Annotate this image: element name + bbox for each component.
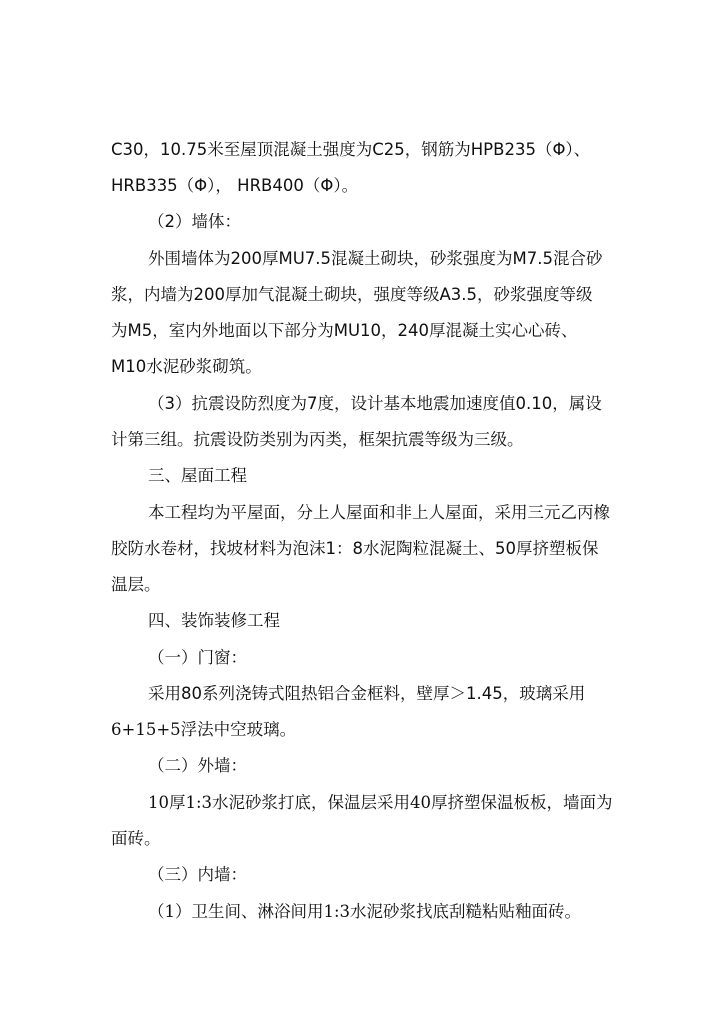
body-text-line: 胶防水卷材，找坡材料为泡沫1：8水泥陶粒混凝土、50厚挤塑板保: [111, 539, 599, 558]
list-item: （1）卫生间、淋浴间用1:3水泥砂浆找底刮糙粘贴釉面砖。: [148, 902, 582, 921]
paragraph-start-line: 采用80系列浇铸式阻热铝合金框料，壁厚＞1.45，玻璃采用: [148, 684, 586, 703]
subsection-heading: （二）外墙：: [148, 756, 247, 775]
body-text-line: M10水泥砂浆砌筑。: [111, 357, 262, 376]
body-text-line: HRB335（Φ）， HRB400（Φ）。: [111, 176, 359, 195]
body-text-line: C30，10.75米至屋顶混凝土强度为C25，钢筋为HPB235（Φ）、: [111, 140, 591, 159]
body-text-line: 计第三组。抗震设防类别为丙类，框架抗震等级为三级。: [111, 430, 524, 449]
paragraph-start-line: 外围墙体为200厚MU7.5混凝土砌块，砂浆强度为M7.5混合砂: [148, 249, 603, 268]
section-heading: 三、屋面工程: [148, 466, 247, 485]
paragraph-start-line: 本工程均为平屋面，分上人屋面和非上人屋面，采用三元乙丙橡: [148, 503, 610, 522]
body-text-line: 浆，内墙为200厚加气混凝土砌块，强度等级A3.5，砂浆强度等级: [111, 285, 593, 304]
paragraph-start-line: （3）抗震设防烈度为7度，设计基本地震加速度值0.10，属设: [148, 394, 602, 413]
subsection-heading: （一）门窗：: [148, 648, 247, 667]
body-text-line: 面砖。: [111, 829, 161, 848]
subsection-heading: （2）墙体：: [148, 212, 241, 231]
body-text-line: 为M5，室内外地面以下部分为MU10，240厚混凝土实心心砖、: [111, 321, 578, 340]
body-text-line: 温层。: [111, 575, 161, 594]
body-text-line: 6+15+5浮法中空玻璃。: [111, 720, 297, 739]
subsection-heading: （三）内墙：: [148, 865, 247, 884]
paragraph-start-line: 10厚1:3水泥砂浆打底，保温层采用40厚挤塑保温板板，墙面为: [148, 793, 613, 812]
section-heading: 四、装饰装修工程: [148, 611, 280, 630]
